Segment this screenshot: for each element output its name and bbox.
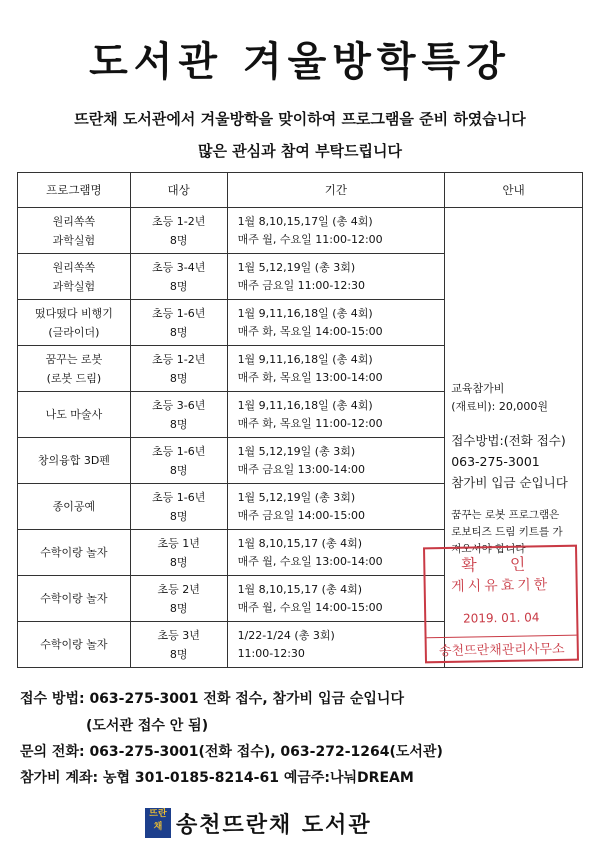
period-time: 매주 월, 수요일 14:00-15:00 [237,600,383,614]
target-grade: 초등 3-6년 [151,398,206,412]
target-cell [130,622,227,668]
target-capacity: 8명 [169,463,188,477]
library-name: 송천뜨란채 도서관 [176,813,372,838]
target-cell [130,576,227,622]
footer-registration-note: (도서관 접수 안 됨) [86,718,209,734]
fee-value: (재료비): 20,000원 [451,400,548,413]
program-name-cell [18,622,131,668]
program-name-cell [18,530,131,576]
target-grade: 초등 1년 [157,536,200,550]
intro-line-1: 뜨란채 도서관에서 겨울방학을 맞이하여 프로그램을 준비 하였습니다 [74,110,526,128]
approval-stamp [423,545,579,664]
period-dates: 1월 9,11,16,18일 (총 4회) [237,306,373,320]
program-name: 수학이랑 놀자 [40,546,108,559]
info-fee [451,380,576,416]
period-dates: 1월 8,10,15,17 (총 4회) [237,582,362,596]
target-cell [130,254,227,300]
note-line: 져오셔야 합니다 [451,543,526,555]
program-name-cell [18,438,131,484]
program-name-cell [18,576,131,622]
target-cell [130,530,227,576]
target-capacity: 8명 [169,555,188,569]
period-dates: 1/22-1/24 (총 3회) [237,628,335,642]
target-grade: 초등 2년 [157,582,200,596]
period-dates: 1월 8,10,15,17일 (총 4회) [237,214,373,228]
period-dates: 1월 5,12,19일 (총 3회) [237,260,356,274]
period-time: 매주 화, 목요일 13:00-14:00 [237,370,383,384]
period-cell [227,300,445,346]
table-row [18,208,583,254]
period-cell [227,576,445,622]
target-capacity: 8명 [169,601,188,615]
target-grade: 초등 3년 [157,628,200,642]
period-time: 매주 월, 수요일 11:00-12:00 [237,232,383,246]
period-time: 매주 화, 목요일 14:00-15:00 [237,324,383,338]
target-grade: 초등 1-2년 [151,352,206,366]
program-name: 창의융합 3D펜 [37,454,110,467]
program-name: 꿈꾸는 로봇 [45,352,103,366]
program-name-cell [18,254,131,300]
period-time: 매주 금요일 13:00-14:00 [237,462,366,476]
target-capacity: 8명 [169,417,188,431]
program-name: 과학실험 [52,279,96,293]
program-name: 종이공예 [52,500,96,513]
header-info: 안내 [445,173,583,208]
stamp-confirm: 확 인 [461,554,540,575]
program-name: (글라이더) [48,325,100,339]
period-time: 매주 금요일 11:00-12:30 [237,278,366,292]
header-target: 대상 [130,173,227,208]
table-header-row [18,173,583,208]
header-program: 프로그램명 [18,173,131,208]
program-name: (로봇 드림) [46,371,102,385]
footer-contact: 문의 전화: 063-275-3001(전화 접수), 063-272-1264(도서관) [20,744,443,760]
program-name: 떴다떴다 비행기 [34,306,113,320]
program-name-cell [18,484,131,530]
method-label: 접수방법:(전화 접수) [451,433,566,448]
period-time: 매주 금요일 14:00-15:00 [237,508,366,522]
stamp-org: 송천뜨란채관리사무소 [427,635,577,660]
intro-line-2: 많은 관심과 참여 부탁드립니다 [197,142,403,160]
target-capacity: 8명 [169,647,188,661]
program-name: 원리쏙쏙 [52,260,96,274]
program-name-cell [18,300,131,346]
program-name-cell [18,208,131,254]
target-cell [130,346,227,392]
method-phone: 063-275-3001 [451,454,540,469]
period-time: 매주 화, 목요일 11:00-12:00 [237,416,383,430]
period-cell [227,530,445,576]
program-name: 원리쏙쏙 [52,214,96,228]
period-dates: 1월 9,11,16,18일 (총 4회) [237,398,373,412]
period-time: 11:00-12:30 [237,646,305,660]
period-dates: 1월 9,11,16,18일 (총 4회) [237,352,373,366]
target-grade: 초등 1-6년 [151,490,206,504]
target-cell [130,300,227,346]
program-name: 수학이랑 놀자 [40,638,108,651]
target-capacity: 8명 [169,509,188,523]
period-cell [227,484,445,530]
period-dates: 1월 8,10,15,17 (총 4회) [237,536,362,550]
period-time: 매주 월, 수요일 13:00-14:00 [237,554,383,568]
target-grade: 초등 1-6년 [151,444,206,458]
target-cell [130,438,227,484]
stamp-validity: 게시유효기한 [450,577,551,595]
program-name: 수학이랑 놀자 [40,592,108,605]
target-grade: 초등 1-6년 [151,306,206,320]
header-period: 기간 [227,173,445,208]
page-title: 도서관 겨울방학특강 [89,39,511,85]
program-name-cell [18,346,131,392]
fee-label: 교육참가비 [451,382,505,395]
footer-registration: 접수 방법: 063-275-3001 전화 접수, 참가비 입금 순입니다 [20,691,404,707]
target-cell [130,392,227,438]
program-name: 과학실험 [52,233,96,247]
target-capacity: 8명 [169,371,188,385]
target-cell [130,484,227,530]
note-line: 로보티즈 드림 키트를 가 [451,526,563,538]
period-cell [227,438,445,484]
target-capacity: 8명 [169,325,188,339]
period-cell [227,208,445,254]
period-dates: 1월 5,12,19일 (총 3회) [237,490,356,504]
period-cell [227,622,445,668]
stamp-date: 2019. 01. 04 [462,610,540,626]
program-name-cell [18,392,131,438]
note-line: 꿈꾸는 로봇 프로그램은 [451,509,560,521]
info-method [451,430,576,493]
target-cell [130,208,227,254]
target-capacity: 8명 [169,233,188,247]
target-grade: 초등 3-4년 [151,260,206,274]
program-name: 나도 마술사 [45,408,103,421]
period-cell [227,392,445,438]
period-cell [227,346,445,392]
period-dates: 1월 5,12,19일 (총 3회) [237,444,356,458]
footer-account: 참가비 계좌: 농협 301-0185-8214-61 예금주:나눠DREAM [20,770,414,786]
period-cell [227,254,445,300]
method-note: 참가비 입금 순입니다 [451,475,568,490]
library-logo [145,808,171,838]
target-grade: 초등 1-2년 [151,214,206,228]
target-capacity: 8명 [169,279,188,293]
logo-text: 뜨란채 [149,809,167,832]
